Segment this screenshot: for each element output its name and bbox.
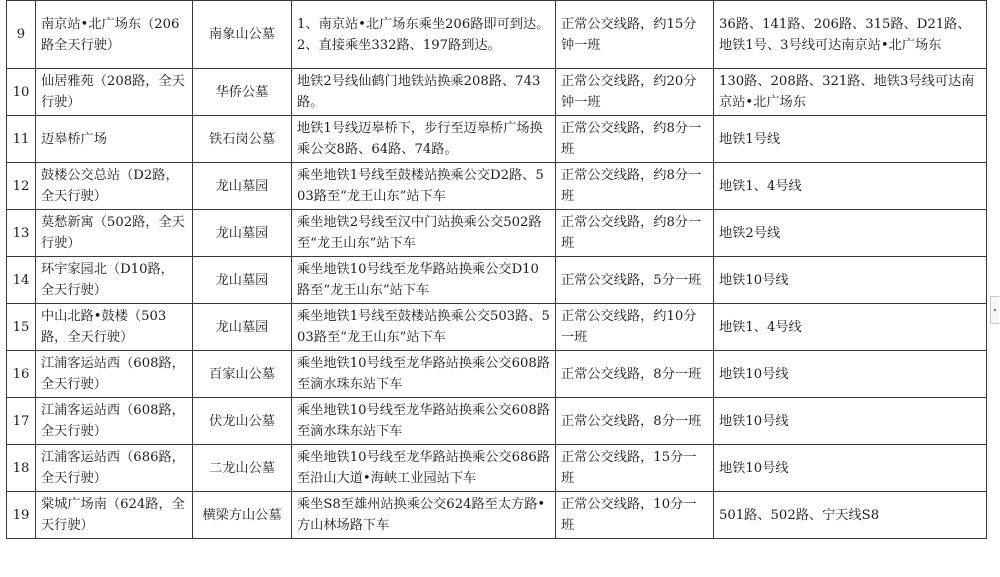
start-station: 棠城广场南（624路，全天行驶） bbox=[36, 492, 193, 539]
cemetery-name: 南象山公墓 bbox=[193, 1, 292, 69]
connecting-lines: 130路、208路、321路、地铁3号线可达南京站•北广场东 bbox=[714, 69, 987, 116]
cemetery-name: 二龙山公墓 bbox=[193, 445, 292, 492]
bus-frequency: 正常公交线路，约8分一班 bbox=[556, 116, 714, 163]
row-number: 14 bbox=[7, 257, 36, 304]
table-row bbox=[7, 492, 987, 539]
connecting-lines: 地铁1、4号线 bbox=[714, 163, 987, 210]
bus-route-table-container bbox=[6, 0, 986, 539]
connecting-lines: 36路、141路、206路、315路、D21路、地铁1号、3号线可达南京站•北广场东 bbox=[714, 1, 987, 69]
table-row bbox=[7, 210, 987, 257]
row-number: 13 bbox=[7, 210, 36, 257]
table-row bbox=[7, 304, 987, 351]
cemetery-name: 百家山公墓 bbox=[193, 351, 292, 398]
route-description: 乘坐地铁10号线至龙华路站换乘公交608路至滴水珠东站下车 bbox=[292, 398, 556, 445]
connecting-lines: 地铁10号线 bbox=[714, 257, 987, 304]
connecting-lines: 地铁10号线 bbox=[714, 351, 987, 398]
start-station: 南京站•北广场东（206路全天行驶） bbox=[36, 1, 193, 69]
handle-dot-icon bbox=[994, 309, 996, 311]
bus-frequency: 正常公交线路，10分一班 bbox=[556, 492, 714, 539]
row-number: 9 bbox=[7, 1, 36, 69]
bus-frequency: 正常公交线路，5分一班 bbox=[556, 257, 714, 304]
bus-frequency: 正常公交线路，约8分一班 bbox=[556, 163, 714, 210]
table-row bbox=[7, 163, 987, 210]
start-station: 江浦客运站西（686路，全天行驶） bbox=[36, 445, 193, 492]
route-description: 乘坐地铁10号线至龙华路站换乘公交608路至滴水珠东站下车 bbox=[292, 351, 556, 398]
connecting-lines: 地铁1号线 bbox=[714, 116, 987, 163]
route-description: 地铁1号线迈皋桥下，步行至迈皋桥广场换乘公交8路、64路、74路。 bbox=[292, 116, 556, 163]
bus-frequency: 正常公交线路，约15分钟一班 bbox=[556, 1, 714, 69]
cemetery-name: 龙山墓园 bbox=[193, 257, 292, 304]
table-row bbox=[7, 445, 987, 492]
route-description: 乘坐地铁10号线至龙华路站换乘公交D10路至“龙王山东”站下车 bbox=[292, 257, 556, 304]
table-row bbox=[7, 69, 987, 116]
row-number: 19 bbox=[7, 492, 36, 539]
connecting-lines: 地铁10号线 bbox=[714, 445, 987, 492]
connecting-lines: 501路、502路、宁天线S8 bbox=[714, 492, 987, 539]
connecting-lines: 地铁2号线 bbox=[714, 210, 987, 257]
connecting-lines: 地铁1、4号线 bbox=[714, 304, 987, 351]
row-number: 18 bbox=[7, 445, 36, 492]
side-scroll-handle[interactable] bbox=[990, 296, 999, 324]
bus-frequency: 正常公交线路，约10分一班 bbox=[556, 304, 714, 351]
bus-frequency: 正常公交线路，8分一班 bbox=[556, 351, 714, 398]
start-station: 中山北路•鼓楼（503路，全天行驶） bbox=[36, 304, 193, 351]
bus-frequency: 正常公交线路，约20分钟一班 bbox=[556, 69, 714, 116]
table-row bbox=[7, 116, 987, 163]
route-description: 乘坐地铁1号线至鼓楼站换乘公交D2路、503路至“龙王山东”站下车 bbox=[292, 163, 556, 210]
table-row bbox=[7, 257, 987, 304]
cemetery-name: 横梁方山公墓 bbox=[193, 492, 292, 539]
route-description: 乘坐地铁1号线至鼓楼站换乘公交503路、503路至“龙王山东”站下车 bbox=[292, 304, 556, 351]
cemetery-name: 铁石岗公墓 bbox=[193, 116, 292, 163]
route-description: 1、南京站•北广场东乘坐206路即可到达。2、直接乘坐332路、197路到达。 bbox=[292, 1, 556, 69]
start-station: 仙居雅苑（208路，全天行驶） bbox=[36, 69, 193, 116]
row-number: 15 bbox=[7, 304, 36, 351]
row-number: 17 bbox=[7, 398, 36, 445]
start-station: 环宇家园北（D10路，全天行驶） bbox=[36, 257, 193, 304]
route-description: 乘坐地铁10号线至龙华路站换乘公交686路至沿山大道•海峡工业园站下车 bbox=[292, 445, 556, 492]
cemetery-name: 龙山墓园 bbox=[193, 210, 292, 257]
cemetery-name: 龙山墓园 bbox=[193, 304, 292, 351]
route-description: 地铁2号线仙鹤门地铁站换乘208路、743路。 bbox=[292, 69, 556, 116]
cemetery-name: 伏龙山公墓 bbox=[193, 398, 292, 445]
row-number: 16 bbox=[7, 351, 36, 398]
bus-frequency: 正常公交线路，约8分一班 bbox=[556, 210, 714, 257]
connecting-lines: 地铁10号线 bbox=[714, 398, 987, 445]
table-row bbox=[7, 1, 987, 69]
row-number: 10 bbox=[7, 69, 36, 116]
bus-frequency: 正常公交线路，15分一班 bbox=[556, 445, 714, 492]
bus-frequency: 正常公交线路，8分一班 bbox=[556, 398, 714, 445]
row-number: 11 bbox=[7, 116, 36, 163]
start-station: 莫愁新寓（502路，全天行驶） bbox=[36, 210, 193, 257]
bus-route-table bbox=[6, 0, 987, 539]
start-station: 江浦客运站西（608路，全天行驶） bbox=[36, 398, 193, 445]
table-row bbox=[7, 398, 987, 445]
start-station: 江浦客运站西（608路，全天行驶） bbox=[36, 351, 193, 398]
route-description: 乘坐S8至雄州站换乘公交624路至太方路•方山林场路下车 bbox=[292, 492, 556, 539]
start-station: 迈皋桥广场 bbox=[36, 116, 193, 163]
cemetery-name: 龙山墓园 bbox=[193, 163, 292, 210]
row-number: 12 bbox=[7, 163, 36, 210]
table-row bbox=[7, 351, 987, 398]
start-station: 鼓楼公交总站（D2路，全天行驶） bbox=[36, 163, 193, 210]
cemetery-name: 华侨公墓 bbox=[193, 69, 292, 116]
route-description: 乘坐地铁2号线至汉中门站换乘公交502路至“龙王山东”站下车 bbox=[292, 210, 556, 257]
